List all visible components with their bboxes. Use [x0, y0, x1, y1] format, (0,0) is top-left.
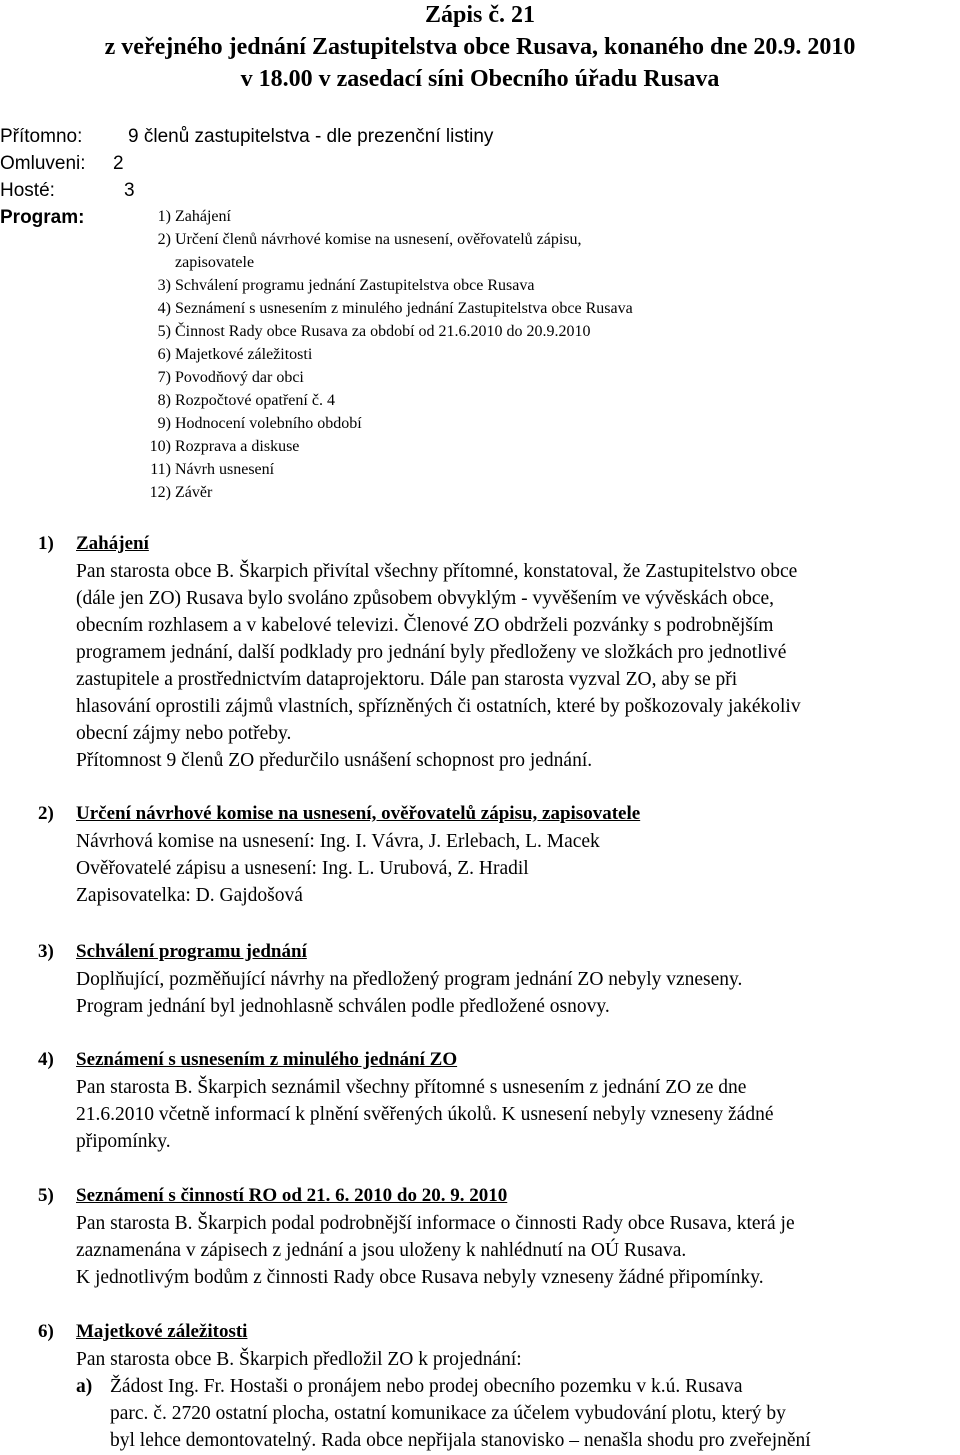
- section-2-heading: [38, 803, 640, 825]
- item-text: Zahájení: [175, 208, 231, 225]
- list-item: [137, 461, 274, 479]
- title-line-3: v 18.00 v zasedací síni Obecního úřadu Rusava: [240, 66, 720, 92]
- program-label: Program:: [0, 207, 85, 228]
- item-text: Seznámení s usnesením z minulého jednání Zastupitelstva obce Rusava: [175, 300, 633, 317]
- section-title: Seznámení s usnesením z minulého jednání ZO: [76, 1049, 458, 1070]
- paragraph-line: Pan starosta obce B. Škarpich přivítal všechny přítomné, konstatoval, že Zastupitelstvo obce: [76, 561, 798, 582]
- item-text: Určení členů návrhové komise na usnesení, ověřovatelů zápisu,: [175, 231, 582, 248]
- section-3-heading: [38, 941, 307, 963]
- item-text: Majetkové záležitosti: [175, 346, 313, 363]
- paragraph-line: Program jednání byl jednohlasně schválen podle předložené osnovy.: [76, 996, 610, 1017]
- item-number: 6): [157, 346, 171, 363]
- paragraph-line: Přítomnost 9 členů ZO předurčilo usnášení schopnost pro jednání.: [76, 750, 593, 771]
- paragraph-line: Pan starosta B. Škarpich podal podrobnější informace o činnosti Rady obce Rusava, která je: [76, 1213, 795, 1234]
- item-text: Rozpočtové opatření č. 4: [175, 392, 335, 409]
- paragraph-line: zaznamenána v zápisech z jednání a jsou uloženy k nahlédnutí na OÚ Rusava.: [76, 1240, 687, 1261]
- item-text: Činnost Rady obce Rusava za období od 21.6.2010 do 20.9.2010: [175, 323, 591, 340]
- paragraph-line: K jednotlivým bodům z činnosti Rady obce Rusava nebyly vzneseny žádné připomínky.: [76, 1267, 764, 1288]
- section-4-heading: [38, 1049, 457, 1071]
- present-value: 9 členů zastupitelstva - dle prezenční listiny: [128, 126, 494, 147]
- excused-label: Omluveni:: [0, 153, 86, 174]
- list-item: [137, 323, 591, 341]
- section-title: Seznámení s činností RO od 21. 6. 2010 do 20. 9. 2010: [76, 1185, 508, 1206]
- list-item: [137, 369, 304, 387]
- section-number: 4): [38, 1049, 54, 1070]
- item-a-line: parc. č. 2720 ostatní plocha, ostatní komunikace za účelem vybudování plotu, který by: [110, 1403, 786, 1424]
- item-text: Povodňový dar obci: [175, 369, 304, 386]
- section-number: 1): [38, 533, 54, 554]
- paragraph-line: Doplňující, pozměňující návrhy na předložený program jednání ZO nebyly vzneseny.: [76, 969, 743, 990]
- section-6-heading: [38, 1321, 247, 1343]
- title-line-1: Zápis č. 21: [424, 2, 535, 28]
- guests-value: 3: [124, 180, 135, 201]
- item-number: 12): [149, 484, 171, 501]
- paragraph-line: Ověřovatelé zápisu a usnesení: Ing. L. Urubová, Z. Hradil: [76, 858, 529, 879]
- list-item: [137, 277, 534, 295]
- section-5-heading: [38, 1185, 507, 1207]
- list-item: [137, 208, 231, 226]
- section-number: 2): [38, 803, 54, 824]
- list-item: [137, 438, 299, 456]
- paragraph-line: (dále jen ZO) Rusava bylo svoláno způsobem obvyklým - vyvěšením ve vývěskách obce,: [76, 588, 775, 609]
- item-number: 1): [157, 208, 171, 225]
- section-title: Určení návrhové komise na usnesení, ověřovatelů zápisu, zapisovatele: [76, 803, 641, 824]
- list-item: [137, 254, 254, 272]
- section-number: 6): [38, 1321, 54, 1342]
- paragraph-line: Zapisovatelka: D. Gajdošová: [76, 885, 303, 906]
- item-number: 4): [157, 300, 171, 317]
- list-item: [137, 392, 335, 410]
- excused-value: 2: [113, 153, 124, 174]
- paragraph-line: programem jednání, další podklady pro jednání byly předloženy ve složkách pro jednotlivé: [76, 642, 787, 663]
- paragraph-line: 21.6.2010 včetně informací k plnění svěřených úkolů. K usnesení nebyly vzneseny žádné: [76, 1104, 774, 1125]
- item-a-line: Žádost Ing. Fr. Hostaši o pronájem nebo prodej obecního pozemku v k.ú. Rusava: [110, 1376, 743, 1397]
- guests-label: Hosté:: [0, 180, 55, 201]
- item-number: 11): [150, 461, 171, 478]
- item-number: 2): [157, 231, 171, 248]
- item-a-line: byl lehce demontovatelný. Rada obce nepřijala stanovisko – nenašla shodu pro zveřejnění: [110, 1430, 811, 1451]
- item-number: 3): [157, 277, 171, 294]
- list-item: [137, 231, 582, 249]
- present-label: Přítomno:: [0, 126, 83, 147]
- item-text: Schválení programu jednání Zastupitelstva obce Rusava: [175, 277, 535, 294]
- item-text: Návrh usnesení: [175, 461, 275, 478]
- list-item: [137, 484, 212, 502]
- section-title: Zahájení: [76, 533, 149, 554]
- paragraph-line: Pan starosta B. Škarpich seznámil všechny přítomné s usnesením z jednání ZO ze dne: [76, 1077, 747, 1098]
- item-text: Rozprava a diskuse: [175, 438, 300, 455]
- item-text: Hodnocení volebního období: [175, 415, 362, 432]
- item-a-label: a): [76, 1376, 93, 1397]
- paragraph-line: obecní zájmy nebo potřeby.: [76, 723, 292, 744]
- item-number: 5): [157, 323, 171, 340]
- section-1-heading: [38, 533, 149, 555]
- section-title: Majetkové záležitosti: [76, 1321, 248, 1342]
- section-title: Schválení programu jednání: [76, 941, 307, 962]
- section-number: 3): [38, 941, 54, 962]
- paragraph-line: zastupitele a prostřednictvím dataprojektoru. Dále pan starosta vyzval ZO, aby se při: [76, 669, 738, 690]
- item-number: 7): [157, 369, 171, 386]
- paragraph-line: hlasování oprostili zájmů vlastních, spřízněných či ostatních, které by poškozovaly jakékoliv: [76, 696, 801, 717]
- paragraph-line: Pan starosta obce B. Škarpich předložil ZO k projednání:: [76, 1349, 522, 1370]
- paragraph-line: Návrhová komise na usnesení: Ing. I. Vávra, J. Erlebach, L. Macek: [76, 831, 600, 852]
- paragraph-line: připomínky.: [76, 1131, 171, 1152]
- section-number: 5): [38, 1185, 54, 1206]
- item-number: 9): [157, 415, 171, 432]
- item-text: Závěr: [175, 484, 213, 501]
- paragraph-line: obecním rozhlasem a v kabelové televizi. Členové ZO obdrželi pozvánky s podrobnějším: [76, 615, 774, 636]
- list-item: [137, 415, 362, 433]
- item-number: 8): [157, 392, 171, 409]
- item-number: 10): [149, 438, 171, 455]
- list-item: [137, 346, 312, 364]
- title-line-2: z veřejného jednání Zastupitelstva obce Rusava, konaného dne 20.9. 2010: [104, 34, 856, 60]
- list-item: [137, 300, 633, 318]
- item-text: zapisovatele: [175, 254, 255, 271]
